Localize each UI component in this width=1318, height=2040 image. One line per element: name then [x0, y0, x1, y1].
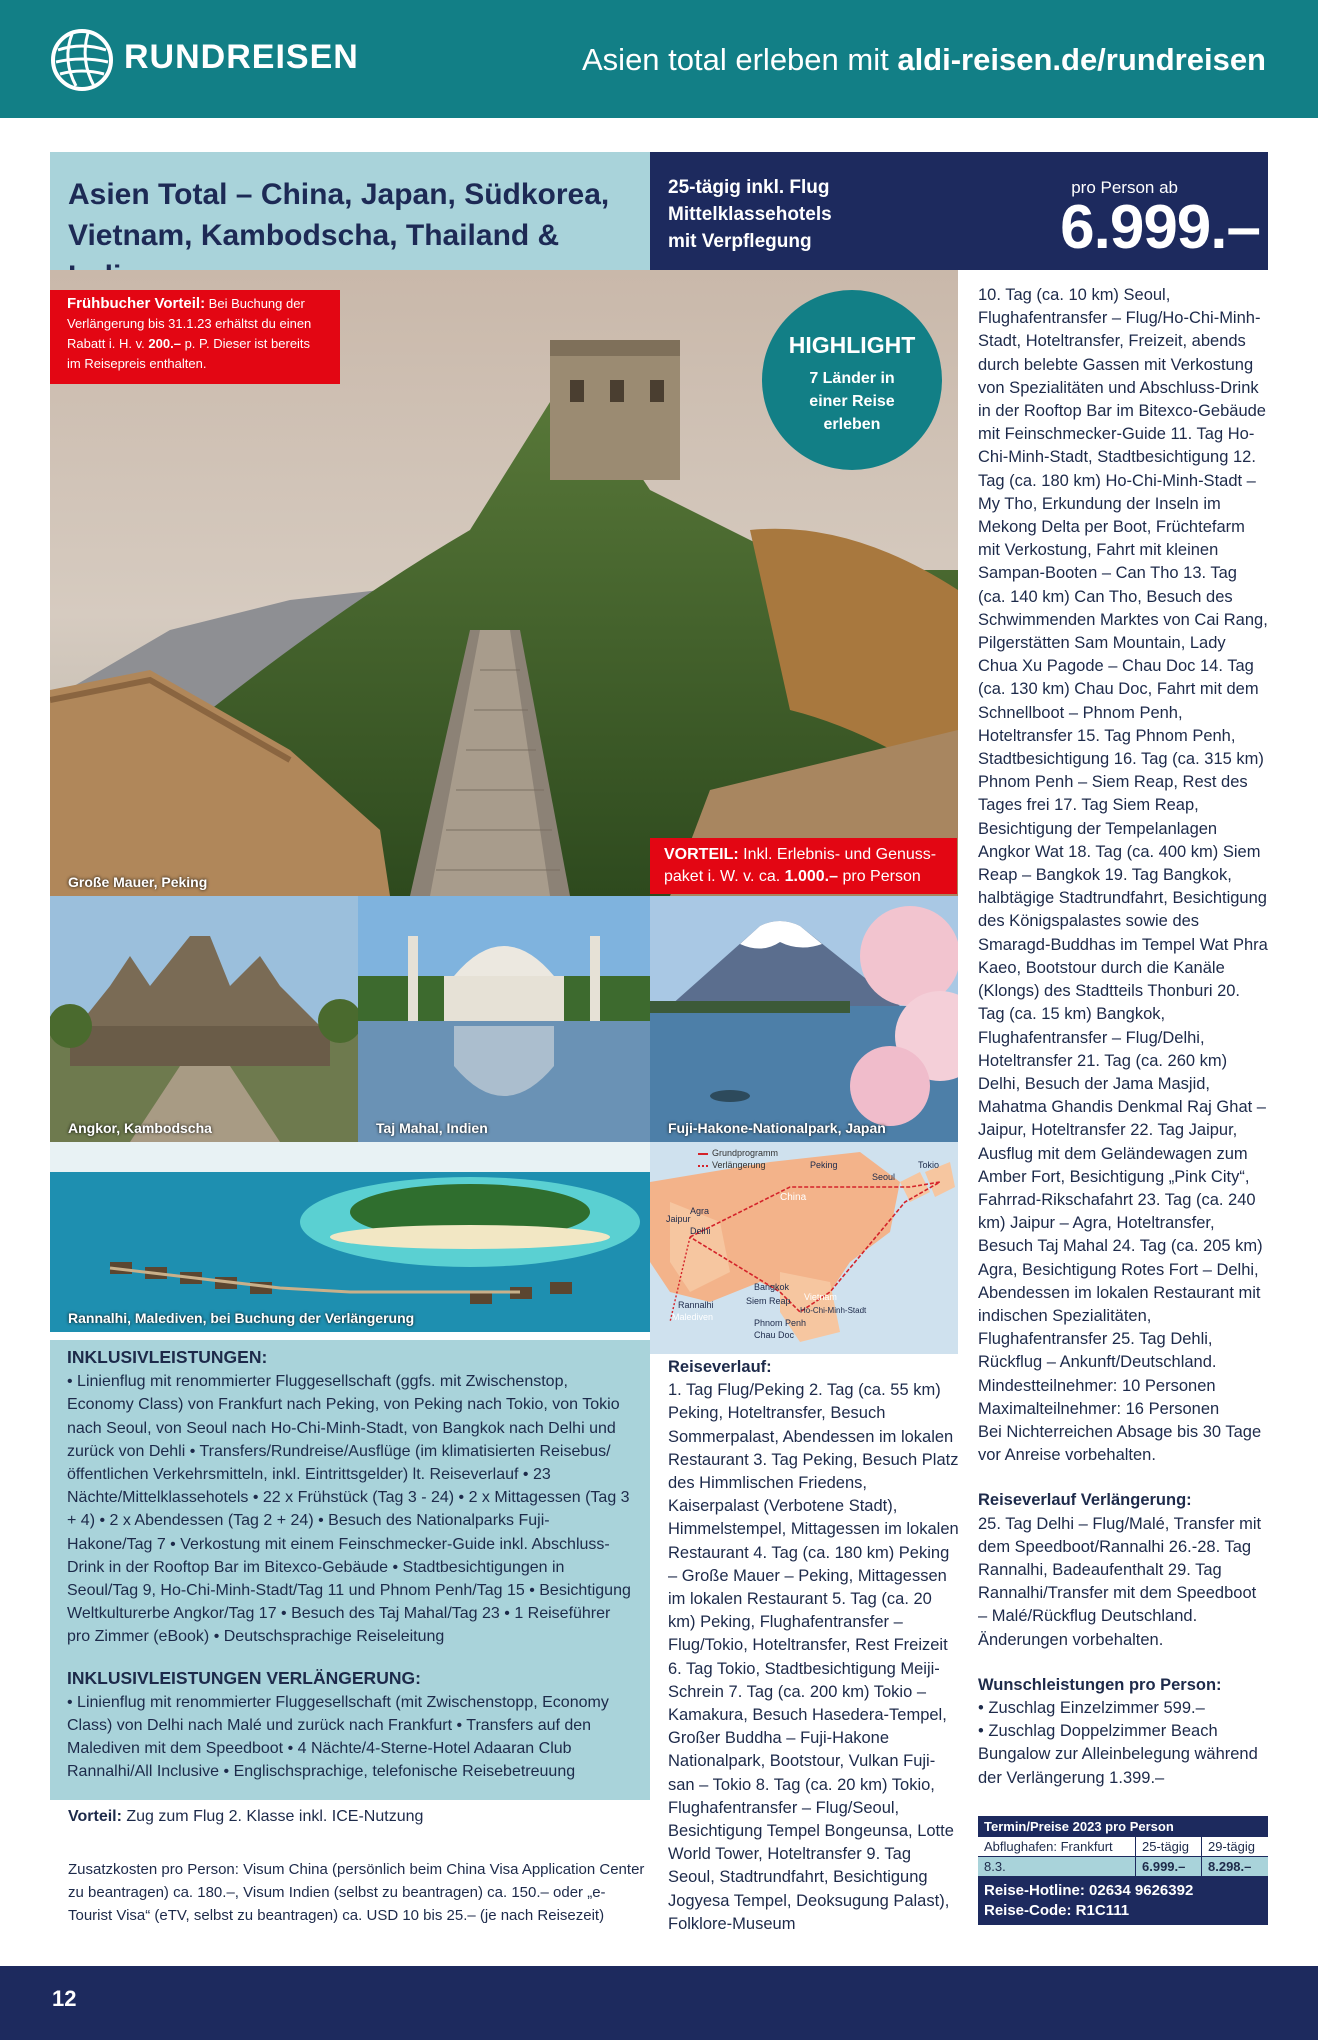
max-participants: Maximalteilnehmer: 16 Personen — [978, 1399, 1220, 1418]
taj-mahal-photo — [358, 896, 650, 1142]
caption-great-wall: Große Mauer, Peking — [68, 874, 208, 890]
booking-info — [978, 1877, 1268, 1925]
price-box — [650, 152, 1268, 270]
changes-note: Änderungen vorbehalten. — [978, 1630, 1164, 1649]
cancellation-note: Bei Nichterreichen Absage bis 30 Tage vor Anreise vorbehalten. — [978, 1422, 1262, 1465]
route-map — [650, 1142, 958, 1354]
col-airport: Abflughafen: Frankfurt — [978, 1837, 1136, 1856]
itinerary-continued — [978, 284, 1268, 1790]
feature-item: Mittelklassehotels — [668, 204, 832, 225]
map-label: Malediven — [672, 1312, 714, 1322]
vorteil-title: VORTEIL: — [664, 846, 739, 863]
caption-angkor: Angkor, Kambodscha — [68, 1120, 212, 1136]
vorteil-amount: 1.000.– — [784, 868, 839, 885]
page-number: 12 — [52, 1986, 77, 2011]
map-label: Agra — [690, 1206, 710, 1216]
maldives-photo — [50, 1142, 650, 1332]
price-table — [978, 1816, 1268, 1925]
table-row — [978, 1857, 1268, 1877]
inclusive-text: • Linienflug mit renommierter Fluggesellschaft (ggfs. mit Zwischenstop, Economy Class) von Frankfurt nach Peking, von Peking nach Tokio, von Tokio nach Seoul, von Seoul nach Ho-Chi-Minh-Stadt, von Bangkok nach Delhi und zurück von Dehli • Transfers/Rundreise/Ausflüge (im klimatisierten Reisebus/öffentlichen Verkehrsmitteln, inkl. Eintrittsgelder) lt. Reiseverlauf • 23 Nächte/Mittelklassehotels • 22 x Frühstück (Tag 3 - 24) • 2 x Mittagessen (Tag 3 + 4) • 2 x Abendessen (Tag 2 + 24) • Besuch des Nationalparks Fuji-Hakone/Tag 7 • Verkostung mit einem Feinschmecker-Guide inkl. Abschluss-Drink in der Rooftop Bar im Bitexco-Gebäude • Stadtbesichtigungen in Seoul/Tag 9, Ho-Chi-Minh-Stadt/Tag 11 und Phnom Penh/Tag 15 • Besichtigung Weltkulturerbe Angkor/Tag 17 • Besuch des Taj Mahal/Tag 23 • 1 Reiseführer pro Zimmer (eBook) • Deutschsprachige Reiseleitung — [67, 1373, 631, 1646]
map-label: Jaipur — [666, 1214, 691, 1224]
price-table-header-row — [978, 1837, 1268, 1857]
footer-bar — [0, 1966, 1318, 2040]
fruehbucher-text-2: p. P. Dieser ist bereits im Reisepreis enthalten. — [67, 336, 311, 371]
header-bar — [0, 0, 1318, 118]
map-label: Tokio — [918, 1160, 940, 1170]
title-line-1: Asien Total – China, Japan, Südkorea, — [68, 178, 610, 211]
price-features — [668, 174, 832, 255]
extension-heading: Reiseverlauf Verlängerung: — [978, 1491, 1192, 1510]
min-participants: Mindestteilnehmer: 10 Personen — [978, 1376, 1216, 1395]
itinerary-text: 10. Tag (ca. 10 km) Seoul, Flughafentransfer – Flug/Ho-Chi-Minh-Stadt, Hoteltransfer, Freizeit, abends durch belebte Gassen mit Verkostung von Spezialitäten und Abschluss-Drink in der Rooftop Bar im Bitexco-Gebäude mit Feinschmecker-Guide 11. Tag Ho-Chi-Minh-Stadt, Stadtbesichtigung 12. Tag (ca. 180 km) Ho-Chi-Minh-Stadt – My Tho, Erkundung der Inseln im Mekong Delta per Boot, Früchtefarm mit Verkostung, Fahrt mit kleinen Sampan-Booten – Can Tho 13. Tag (ca. 140 km) Can Tho, Besuch des Schwimmenden Marktes von Cai Rang, Pilgerstätten Sam Mountain, Lady Chua Xu Pagode – Chau Doc 14. Tag (ca. 130 km) Chau Doc, Fahrt mit dem Schnellboot – Phnom Penh, Hoteltransfer 15. Tag Phnom Penh, Stadtbesichtigung 16. Tag (ca. 315 km) Phnom Penh – Siem Reap, Rest des Tages frei 17. Tag Siem Reap, Besichtigung der Tempelanlagen Angkor Wat 18. Tag (ca. 400 km) Siem Reap – Bangkok 19. Tag Bangkok, halbtägige Stadtrundfahrt, Besichtigung des Königspalastes sowie des Smaragd-Buddhas im Tempel Wat Phra Kaeo, Bootstour durch die Kanäle (Klongs) des Stadtteils Thonburi 20. Tag (ca. 15 km) Bangkok, Flughafentransfer – Flug/Delhi, Hoteltransfer 21. Tag (ca. 260 km) Delhi, Besuch der Jama Masjid, Mahatma Ghandis Denkmal Raj Ghat – Jaipur, Hoteltransfer 22. Tag Jaipur, Ausflug mit dem Geländewagen zum Amber Fort, Besichtigung „Pink City“, Fahrrad-Rikschafahrt 23. Tag (ca. 240 km) Jaipur – Agra, Hoteltransfer, Besuch Taj Mahal 24. Tag (ca. 205 km) Agra, Besichtigung Rotes Fort – Delhi, Abendessen im lokalen Restaurant mit indischen Spezialitäten, Flughafentransfer 25. Tag Dehli, Rückflug – Ankunft/Deutschland. — [978, 286, 1268, 1372]
options-heading: Wunschleistungen pro Person: — [978, 1675, 1222, 1694]
title-box — [50, 152, 650, 270]
tagline-url[interactable]: aldi-reisen.de/rundreisen — [897, 42, 1266, 77]
price-value: 6.999.– — [1060, 193, 1260, 262]
globe-icon — [50, 28, 114, 92]
vorteil-text-2: pro Person — [838, 868, 921, 885]
map-label: Vietnam — [804, 1292, 837, 1302]
tagline-text: Asien total erleben mit — [582, 42, 898, 77]
feature-item: mit Verpflegung — [668, 231, 812, 252]
map-legend-main: Grundprogramm — [712, 1148, 779, 1158]
inclusive-services — [50, 1340, 650, 1800]
map-label: Chau Doc — [754, 1330, 795, 1340]
rail-advantage — [68, 1808, 423, 1826]
row-price-29: 8.298.– — [1208, 1859, 1252, 1874]
map-label: Siem Reap — [746, 1296, 791, 1306]
col-25-days: 25-tägig — [1136, 1837, 1202, 1856]
caption-maldives: Rannalhi, Malediven, bei Buchung der Verlängerung — [68, 1310, 415, 1326]
map-label: Peking — [810, 1160, 838, 1170]
col-29-days: 29-tägig — [1208, 1839, 1255, 1854]
map-legend-extension: Verlängerung — [712, 1160, 766, 1170]
rail-advantage-label: Vorteil: — [68, 1808, 122, 1825]
itinerary-heading: Reiseverlauf: — [668, 1358, 772, 1376]
map-label: Seoul — [872, 1172, 896, 1182]
travel-code: Reise-Code: R1C111 — [984, 1902, 1130, 1919]
highlight-badge — [762, 290, 942, 470]
additional-costs: Zusatzkosten pro Person: Visum China (persönlich beim China Visa Application Center zu beantragen) ca. 180.–, Visum Indien (selbst zu beantragen) ca. 150.– oder „e-Tourist Visa“ (eTV, selbst zu beantragen) ca. USD 10 bis 25.– (je nach Reisezeit) — [68, 1861, 645, 1924]
fruehbucher-text: Bei Buchung der Verlängerung bis 31.1.23 erhältst du einen Rabatt i. H. v. — [67, 296, 312, 351]
tagline[interactable] — [582, 42, 1266, 78]
feature-item: 25-tägig inkl. Flug — [668, 177, 830, 198]
map-label: Delhi — [690, 1226, 711, 1236]
vorteil-text: Inkl. Erlebnis- und Genuss-paket i. W. v. ca. — [664, 846, 937, 885]
map-label: Ho-Chi-Minh-Stadt — [800, 1306, 867, 1315]
fruehbucher-amount: 200.– — [148, 336, 181, 351]
map-label: China — [780, 1192, 807, 1203]
inclusive-extension-heading: INKLUSIVLEISTUNGEN VERLÄNGERUNG: — [67, 1667, 421, 1688]
map-label: Bangkok — [754, 1282, 790, 1292]
inclusive-extension-text: • Linienflug mit renommierter Fluggesellschaft (mit Zwischenstopp, Economy Class) von Delhi nach Malé und zurück nach Frankfurt • Transfers auf den Malediven mit dem Speedboot • 4 Nächte/4-Sterne-Hotel Adaaran Club Rannalhi/All Inclusive • Englischsprachige, telefonische Reisebetreuung — [67, 1693, 609, 1781]
rail-advantage-text: Zug zum Flug 2. Klasse inkl. ICE-Nutzung — [121, 1808, 424, 1825]
map-label: Phnom Penh — [754, 1318, 807, 1328]
fuji-photo — [650, 896, 958, 1142]
highlight-title: HIGHLIGHT — [788, 332, 916, 358]
extension-text: 25. Tag Delhi – Flug/Malé, Transfer mit dem Speedboot/Rannalhi 26.-28. Tag Rannalhi, Badeaufenthalt 29. Tag Rannalhi/Transfer mit dem Speedboot – Malé/Rückflug Deutschland. — [978, 1514, 1262, 1626]
price-table-heading: Termin/Preise 2023 pro Person — [978, 1816, 1268, 1837]
hotline[interactable]: Reise-Hotline: 02634 9626392 — [984, 1882, 1194, 1899]
price-label: pro Person ab — [1071, 178, 1178, 197]
row-price-25: 6.999.– — [1136, 1857, 1202, 1876]
fruehbucher-banner — [50, 290, 340, 384]
option-item: • Zuschlag Einzelzimmer 599.– — [978, 1698, 1205, 1717]
highlight-text: 7 Länder in einer Reise erleben — [809, 370, 895, 433]
option-item: • Zuschlag Doppelzimmer Beach Bungalow zur Alleinbelegung während der Verlängerung 1.399.– — [978, 1722, 1258, 1787]
caption-fuji: Fuji-Hakone-Nationalpark, Japan — [668, 1120, 886, 1136]
caption-taj-mahal: Taj Mahal, Indien — [376, 1120, 488, 1136]
inclusive-heading: INKLUSIVLEISTUNGEN: — [67, 1347, 268, 1367]
angkor-photo — [50, 896, 358, 1142]
fruehbucher-title: Frühbucher Vorteil: — [67, 295, 206, 312]
row-date: 8.3. — [978, 1857, 1136, 1876]
vorteil-banner — [650, 838, 957, 894]
itinerary-days: 1. Tag Flug/Peking 2. Tag (ca. 55 km) Peking, Hoteltransfer, Besuch Sommerpalast, Abendessen im lokalen Restaurant 3. Tag Peking, Besuch Platz des Himmlischen Friedens, Kaiserpalast (Verbotene Stadt), Himmelstempel, Mittagessen im lokalen Restaurant 4. Tag (ca. 180 km) Peking – Große Mauer – Peking, Mittagessen im lokalen Restaurant 5. Tag (ca. 20 km) Peking, Flughafentransfer – Flug/Tokio, Hoteltransfer, Rest Freizeit 6. Tag Tokio, Stadtbesichtigung Meiji-Schrein 7. Tag (ca. 200 km) Tokio – Kamakura, Besuch Hasedera-Tempel, Großer Buddha – Fuji-Hakone Nationalpark, Bootstour, Vulkan Fuji-san – Tokio 8. Tag (ca. 20 km) Tokio, Flughafentransfer – Flug/Seoul, Besichtigung Tempel Bongeunsa, Lotte World Tower, Hoteltransfer 9. Tag Seoul, Stadtrundfahrt, Besichtigung Jogyesa Tempel, Deoksugung Palast), Folklore-Museum — [668, 1381, 959, 1933]
map-label: Rannalhi — [678, 1300, 714, 1310]
brand-title: RUNDREISEN — [124, 38, 359, 76]
title-line-2: Vietnam, Kambodscha, Thailand & — [68, 219, 560, 252]
itinerary — [668, 1356, 960, 1936]
